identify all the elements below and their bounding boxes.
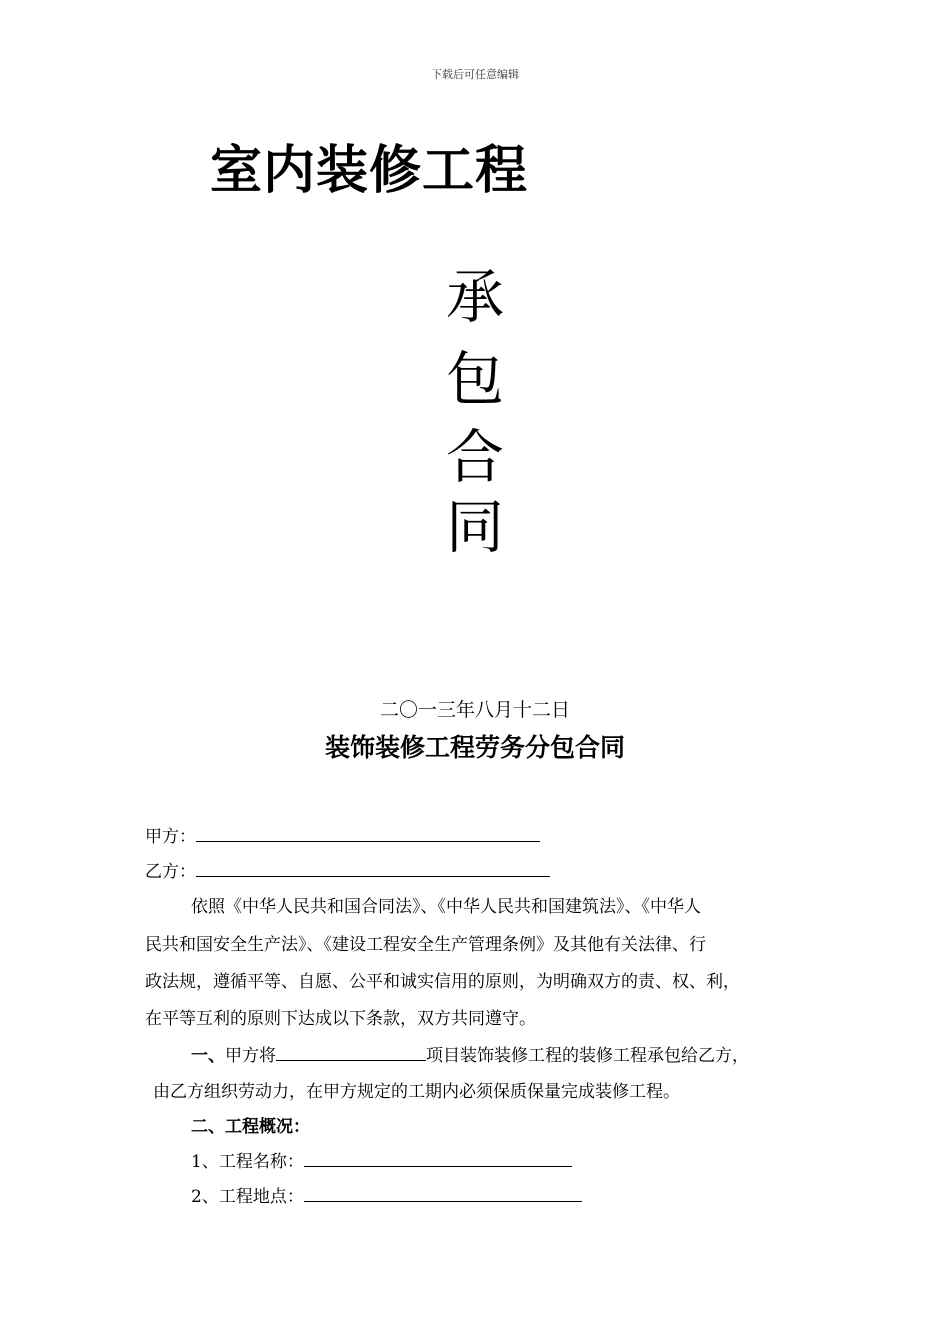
cover-vertical-char-1: 承 — [445, 263, 504, 331]
clause-2-item-2-label: 2、工程地点： — [191, 1187, 304, 1207]
clause-2-item-2 — [191, 1182, 582, 1207]
party-a-label: 甲方： — [145, 827, 196, 847]
clause-1-line-2: 由乙方组织劳动力，在甲方规定的工期内必须保质保量完成装修工程。 — [153, 1082, 680, 1102]
clause-1-prefix: 甲方将 — [225, 1046, 276, 1066]
preamble-line-3: 政法规，遵循平等、自愿、公平和诚实信用的原则，为明确双方的责、权、利， — [145, 972, 740, 992]
cover-vertical-char-4: 同 — [445, 493, 504, 561]
clause-2-item-1 — [191, 1147, 572, 1172]
party-b-line — [145, 857, 550, 882]
preamble-line-1: 依照《中华人民共和国合同法》、《中华人民共和国建筑法》、《中华人 — [191, 897, 701, 917]
preamble-line-4: 在平等互利的原则下达成以下条款，双方共同遵守。 — [145, 1009, 536, 1029]
clause-1-suffix: 项目装饰装修工程的装修工程承包给乙方， — [426, 1046, 749, 1066]
cover-title: 室内装修工程 — [210, 141, 529, 201]
project-location-blank — [304, 1183, 582, 1202]
clause-2-heading: 二、工程概况： — [191, 1117, 310, 1137]
party-b-blank — [196, 858, 550, 877]
cover-vertical-char-3: 合 — [445, 423, 504, 491]
party-a-blank — [196, 823, 540, 842]
clause-1-project-blank — [276, 1042, 426, 1061]
party-b-label: 乙方： — [145, 862, 196, 882]
contract-title: 装饰装修工程劳务分包合同 — [324, 733, 625, 762]
cover-vertical-char-2: 包 — [445, 345, 504, 413]
clause-1-line-1 — [191, 1041, 749, 1066]
cover-date: 二〇一三年八月十二日 — [379, 699, 570, 721]
preamble-line-2: 民共和国安全生产法》、《建设工程安全生产管理条例》及其他有关法律、行 — [145, 935, 706, 955]
clause-2-item-1-label: 1、工程名称： — [191, 1152, 304, 1172]
page-header-note: 下载后可任意编辑 — [431, 68, 519, 81]
clause-1-heading: 一、 — [191, 1046, 225, 1066]
party-a-line — [145, 822, 540, 847]
project-name-blank — [304, 1148, 572, 1167]
